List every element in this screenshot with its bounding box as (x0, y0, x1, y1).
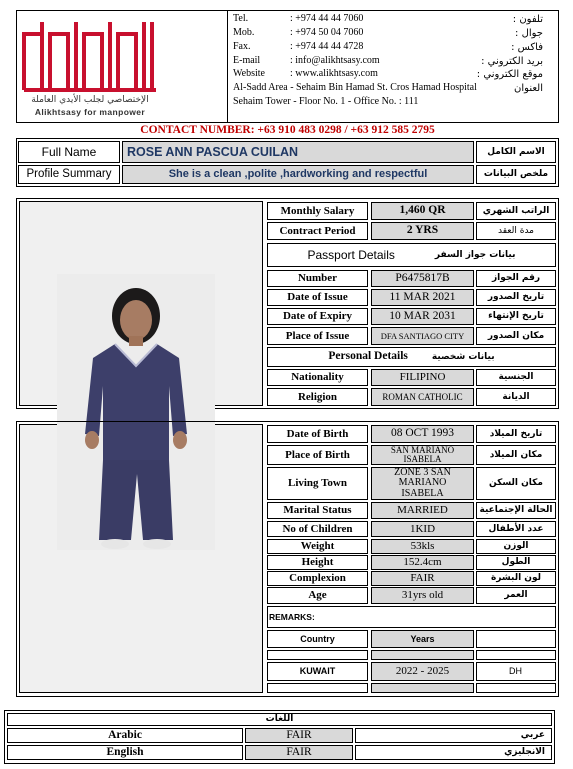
passport-details-title-arabic: بيانات جواز السفر (434, 249, 516, 260)
place-of-issue-arabic: مكان الصدور (476, 327, 556, 345)
email-value[interactable]: : info@alikhtsasy.com (290, 55, 380, 66)
contract-period-value: 2 YRS (371, 222, 474, 240)
website-label: Website (233, 68, 265, 79)
age-value: 31yrs old (371, 587, 474, 604)
logo-english-text: Alikhtsasy for manpower (34, 107, 146, 117)
nationality-value: FILIPINO (371, 369, 474, 386)
living-town-value: ZONE 3 SAN MARIANO ISABELA (371, 467, 474, 500)
children-label: No of Children (267, 521, 368, 537)
children-value: 1KID (371, 521, 474, 537)
complexion-value: FAIR (371, 571, 474, 586)
date-of-expiry-label: Date of Expiry (267, 308, 368, 325)
date-of-issue-arabic: تاريخ الصدور (476, 289, 556, 306)
religion-value: ROMAN CATHOLIC (371, 388, 474, 406)
profile-summary-label: Profile Summary (18, 165, 120, 184)
pob-label: Place of Birth (267, 445, 368, 465)
living-town-label: Living Town (267, 467, 368, 500)
remarks-spacer-6 (476, 683, 556, 693)
personal-details-title: Personal Details (328, 350, 408, 363)
personal-details-header (267, 347, 556, 367)
language-arabic-level: FAIR (245, 728, 353, 743)
language-english-name: English (7, 745, 243, 760)
fax-arabic: : فاكس (511, 42, 543, 53)
date-of-expiry-arabic: تاريخ الإنتهاء (476, 308, 556, 325)
remarks-spacer-2 (371, 650, 474, 660)
full-name-value: ROSE ANN PASCUA CUILAN (122, 141, 474, 163)
website-arabic: : موقع الكتروني (476, 69, 543, 80)
language-arabic-name-ar: عربي (355, 728, 552, 743)
height-value: 152.4cm (371, 555, 474, 570)
tel-label: Tel. (233, 13, 249, 24)
website-value[interactable]: : www.alikhtsasy.com (290, 68, 378, 79)
marital-status-label: Marital Status (267, 502, 368, 519)
full-name-label: Full Name (18, 141, 120, 163)
dob-arabic: تاريخ الميلاد (476, 425, 556, 443)
remarks-years-header: Years (371, 630, 474, 648)
monthly-salary-label: Monthly Salary (267, 202, 368, 220)
passport-details-header (267, 243, 556, 267)
remarks-row-years: 2022 - 2025 (371, 662, 474, 681)
company-logo (20, 14, 160, 119)
remarks-label: REMARKS: (267, 606, 556, 628)
email-label: E-mail (233, 55, 261, 66)
mob-value: : +974 50 04 7060 (290, 27, 364, 38)
height-arabic: الطول (476, 555, 556, 570)
living-town-arabic: مكان السكن (476, 467, 556, 500)
remarks-spacer-1 (267, 650, 368, 660)
logo-mark-icon (20, 14, 160, 96)
profile-summary-arabic: ملخص البيانات (476, 165, 556, 184)
tel-value: : +974 44 44 7060 (290, 13, 364, 24)
dob-value: 08 OCT 1993 (371, 425, 474, 443)
remarks-country-header: Country (267, 630, 368, 648)
profile-summary-value: She is a clean ,polite ,hardworking and respectful (122, 165, 474, 184)
complexion-label: Complexion (267, 571, 368, 586)
date-of-issue-label: Date of Issue (267, 289, 368, 306)
nationality-label: Nationality (267, 369, 368, 386)
marital-status-arabic: الحالة الإجتماعية (476, 502, 556, 519)
passport-details-title: Passport Details (307, 248, 395, 262)
monthly-salary-arabic: الراتب الشهري (476, 202, 556, 220)
pob-arabic: مكان الميلاد (476, 445, 556, 465)
date-of-issue-value: 11 MAR 2021 (371, 289, 474, 306)
header-divider (227, 10, 228, 123)
height-label: Height (267, 555, 368, 570)
age-arabic: العمر (476, 587, 556, 604)
complexion-arabic: لون البشرة (476, 571, 556, 586)
contract-period-arabic: مدة العقد (476, 222, 556, 240)
contract-period-label: Contract Period (267, 222, 368, 240)
pob-value: SAN MARIANO ISABELA (371, 445, 474, 465)
personal-details-title-arabic: بيانات شخصية (431, 351, 495, 362)
remarks-extra-header (476, 630, 556, 648)
religion-label: Religion (267, 388, 368, 406)
weight-arabic: الوزن (476, 539, 556, 554)
tel-arabic: : تلفون (512, 14, 543, 25)
address-arabic: العنوان (514, 83, 543, 94)
remarks-spacer-5 (371, 683, 474, 693)
mob-label: Mob. (233, 27, 255, 38)
place-of-issue-value: DFA SANTIAGO CITY (371, 327, 474, 345)
language-arabic-name: Arabic (7, 728, 243, 743)
language-english-level: FAIR (245, 745, 353, 760)
place-of-issue-label: Place of Issue (267, 327, 368, 345)
email-arabic: : بريد الكتروني (481, 56, 543, 67)
contact-number: CONTACT NUMBER: +63 910 483 0298 / +63 912 585 2795 (140, 124, 435, 136)
passport-number-label: Number (267, 270, 368, 287)
languages-title: اللغات (7, 713, 552, 726)
dob-label: Date of Birth (267, 425, 368, 443)
logo-arabic-text: الإختصاصي لجلب الأيدي العاملة (31, 95, 149, 105)
full-name-arabic: الاسم الكامل (476, 141, 556, 163)
remarks-row-job: DH (476, 662, 556, 681)
weight-value: 53kls (371, 539, 474, 554)
marital-status-value: MARRIED (371, 502, 474, 519)
fax-label: Fax. (233, 41, 251, 52)
age-label: Age (267, 587, 368, 604)
children-arabic: عدد الأطفال (476, 521, 556, 537)
nationality-arabic: الجنسية (476, 369, 556, 386)
fax-value: : +974 44 44 4728 (290, 41, 364, 52)
passport-number-arabic: رقم الجواز (476, 270, 556, 287)
passport-number-value: P6475817B (371, 270, 474, 287)
weight-label: Weight (267, 539, 368, 554)
date-of-expiry-value: 10 MAR 2031 (371, 308, 474, 325)
religion-arabic: الديانة (476, 388, 556, 406)
monthly-salary-value: 1,460 QR (371, 202, 474, 220)
remarks-spacer-3 (476, 650, 556, 660)
language-english-name-ar: الانجليزي (355, 745, 552, 760)
address-line-2: Sehaim Tower - Floor No. 1 - Office No. : 111 (233, 96, 419, 107)
address-line-1: Al-Sadd Area - Sehaim Bin Hamad St. Cros Hamad Hospital (233, 82, 477, 93)
remarks-spacer-4 (267, 683, 368, 693)
mob-arabic: : جوال (515, 28, 543, 39)
remarks-row-country: KUWAIT (267, 662, 368, 681)
